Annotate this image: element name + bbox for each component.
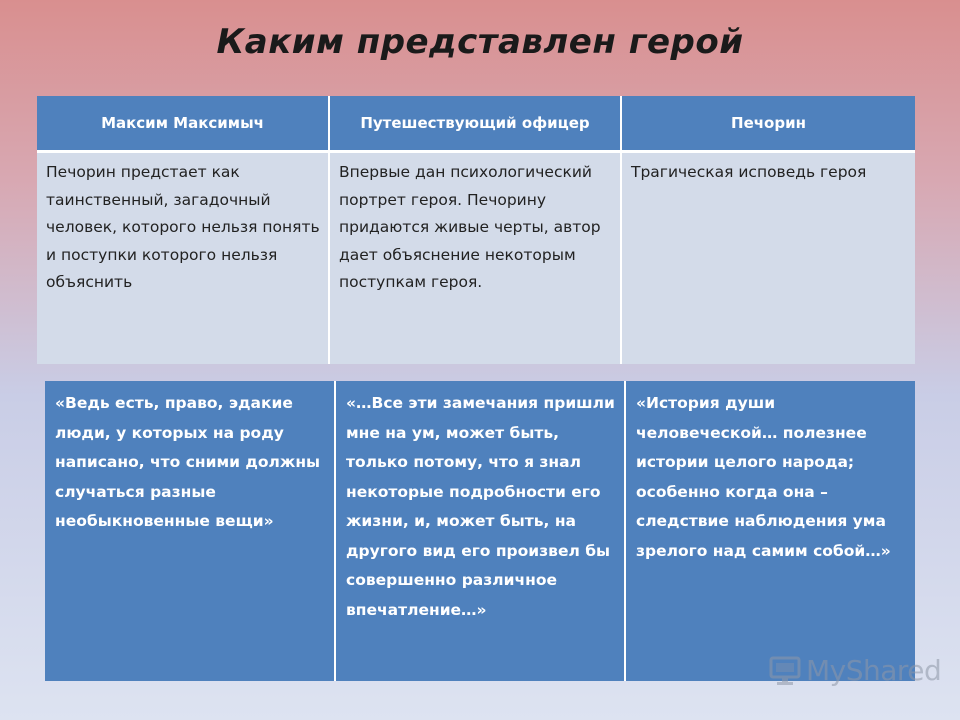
cell-pechorin: Трагическая исповедь героя — [621, 152, 915, 365]
quote-traveling-officer: «…Все эти замечания пришли мне на ум, может быть, только потому, что я знал некоторые подробности его жизни, и, может быть, на другого вид его произвел бы совершенно различное впечатление…» — [335, 381, 625, 681]
quote-pechorin: «История души человеческой… полезнее истории целого народа; особенно когда она – следствие наблюдения ума зрелого над самим собой…» — [625, 381, 915, 681]
header-maxim-maximych: Максим Максимыч — [37, 96, 329, 152]
watermark-text: MyShared — [806, 654, 942, 687]
monitor-icon — [768, 655, 802, 687]
table-header-row — [37, 96, 915, 152]
quotes-table — [45, 381, 915, 681]
header-pechorin: Печорин — [621, 96, 915, 152]
cell-traveling-officer: Впервые дан психологический портрет героя. Печорину придаются живые черты, автор дает объяснение некоторым поступкам героя. — [329, 152, 621, 365]
slide-title: Каким представлен герой — [216, 22, 744, 62]
header-traveling-officer: Путешествующий офицер — [329, 96, 621, 152]
quote-maxim-maximych: «Ведь есть, право, эдакие люди, у которых на роду написано, что сними должны случаться разные необыкновенные вещи» — [45, 381, 335, 681]
table-row — [37, 152, 915, 365]
watermark — [768, 654, 941, 687]
comparison-table — [37, 96, 915, 364]
cell-maxim-maximych: Печорин предстает как таинственный, загадочный человек, которого нельзя понять и поступки которого нельзя объяснить — [37, 152, 329, 365]
quotes-row — [45, 381, 915, 681]
